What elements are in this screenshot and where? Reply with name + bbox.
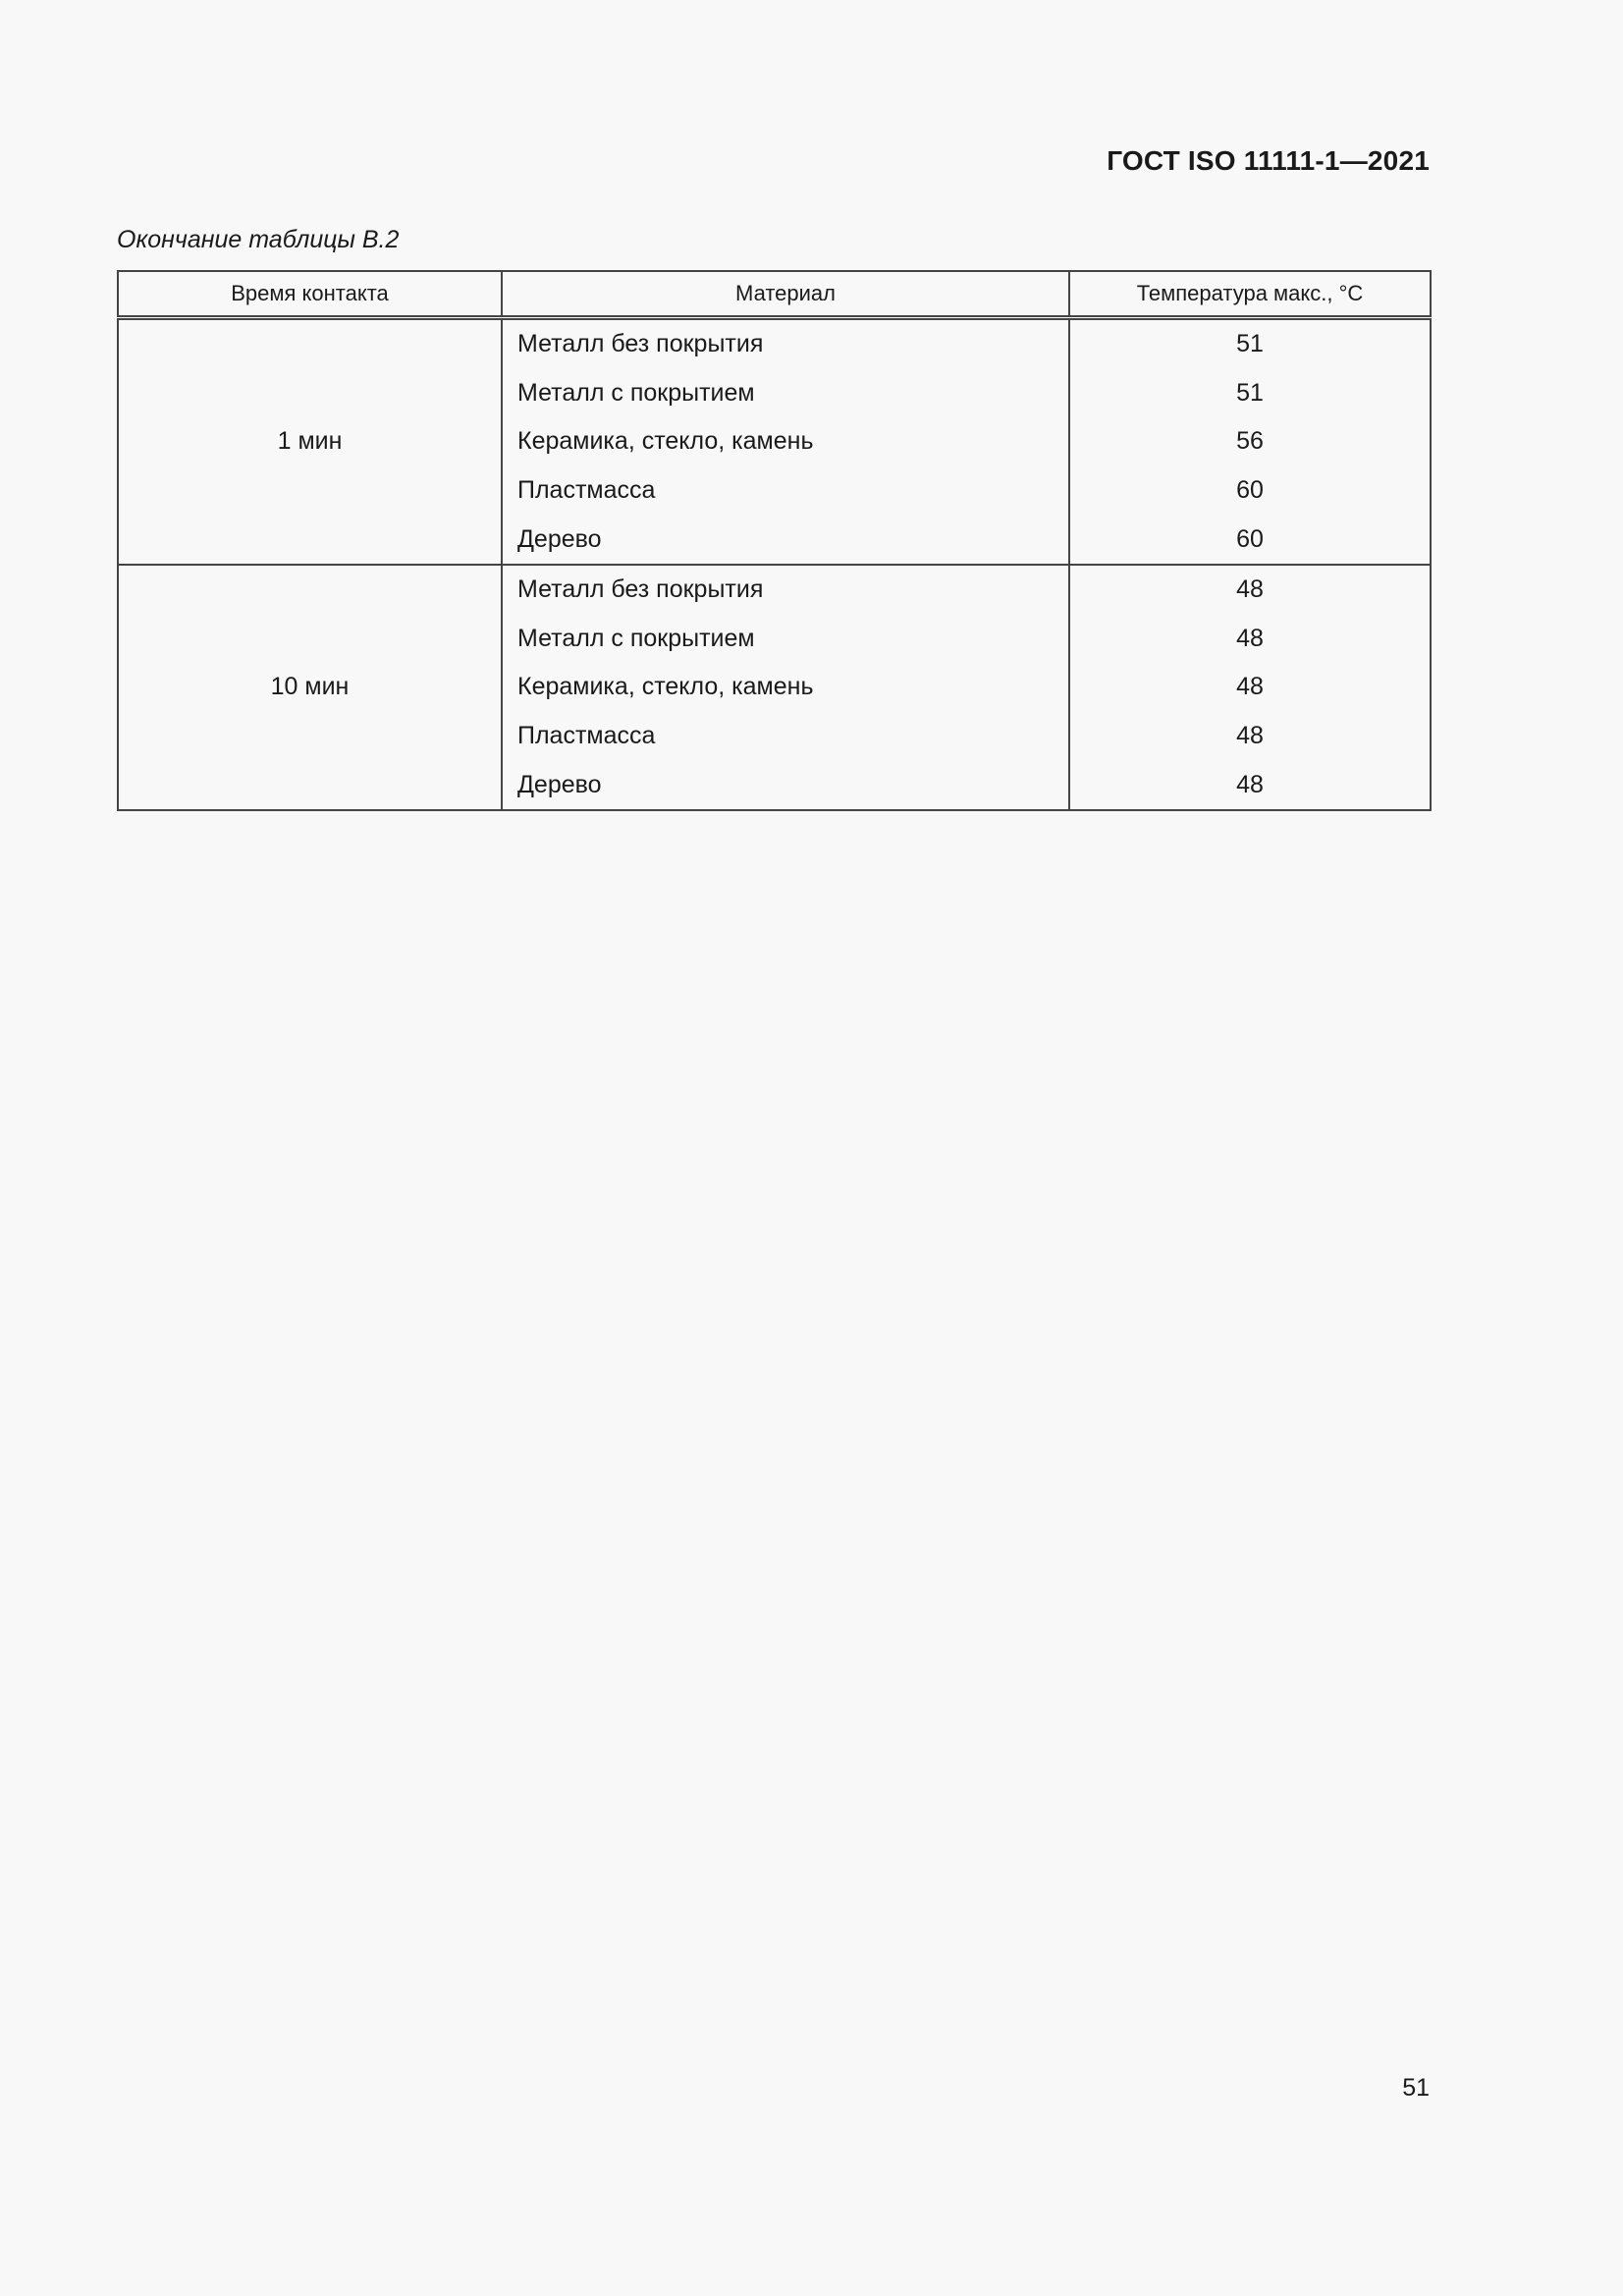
material-cell: Металл с покрытием (502, 615, 1069, 664)
temperature-cell: 60 (1069, 515, 1431, 565)
material-cell: Дерево (502, 760, 1069, 810)
temperature-cell: 56 (1069, 417, 1431, 466)
material-cell: Металл без покрытия (502, 565, 1069, 615)
table-header-row (118, 271, 1431, 318)
table-caption: Окончание таблицы В.2 (117, 226, 400, 253)
material-cell: Керамика, стекло, камень (502, 417, 1069, 466)
table-row (118, 565, 1431, 615)
table-row (118, 318, 1431, 369)
page-number: 51 (1402, 2074, 1430, 2102)
document-code: ГОСТ ISO 11111-1—2021 (1107, 145, 1430, 176)
temperature-cell: 51 (1069, 369, 1431, 418)
column-header-temperature: Температура макс., °C (1069, 271, 1431, 318)
temperature-cell: 48 (1069, 615, 1431, 664)
material-cell: Керамика, стекло, камень (502, 663, 1069, 712)
material-cell: Пластмасса (502, 712, 1069, 761)
temperature-cell: 48 (1069, 663, 1431, 712)
material-cell: Металл с покрытием (502, 369, 1069, 418)
temperature-cell: 51 (1069, 318, 1431, 369)
column-header-material: Материал (502, 271, 1069, 318)
material-cell: Металл без покрытия (502, 318, 1069, 369)
contact-time-cell: 10 мин (118, 565, 502, 810)
temperature-cell: 48 (1069, 760, 1431, 810)
contact-time-cell: 1 мин (118, 318, 502, 565)
material-cell: Дерево (502, 515, 1069, 565)
temperature-cell: 60 (1069, 466, 1431, 516)
contact-temperature-table (117, 270, 1432, 811)
material-cell: Пластмасса (502, 466, 1069, 516)
temperature-cell: 48 (1069, 565, 1431, 615)
column-header-time: Время контакта (118, 271, 502, 318)
data-table-container (117, 270, 1430, 811)
temperature-cell: 48 (1069, 712, 1431, 761)
